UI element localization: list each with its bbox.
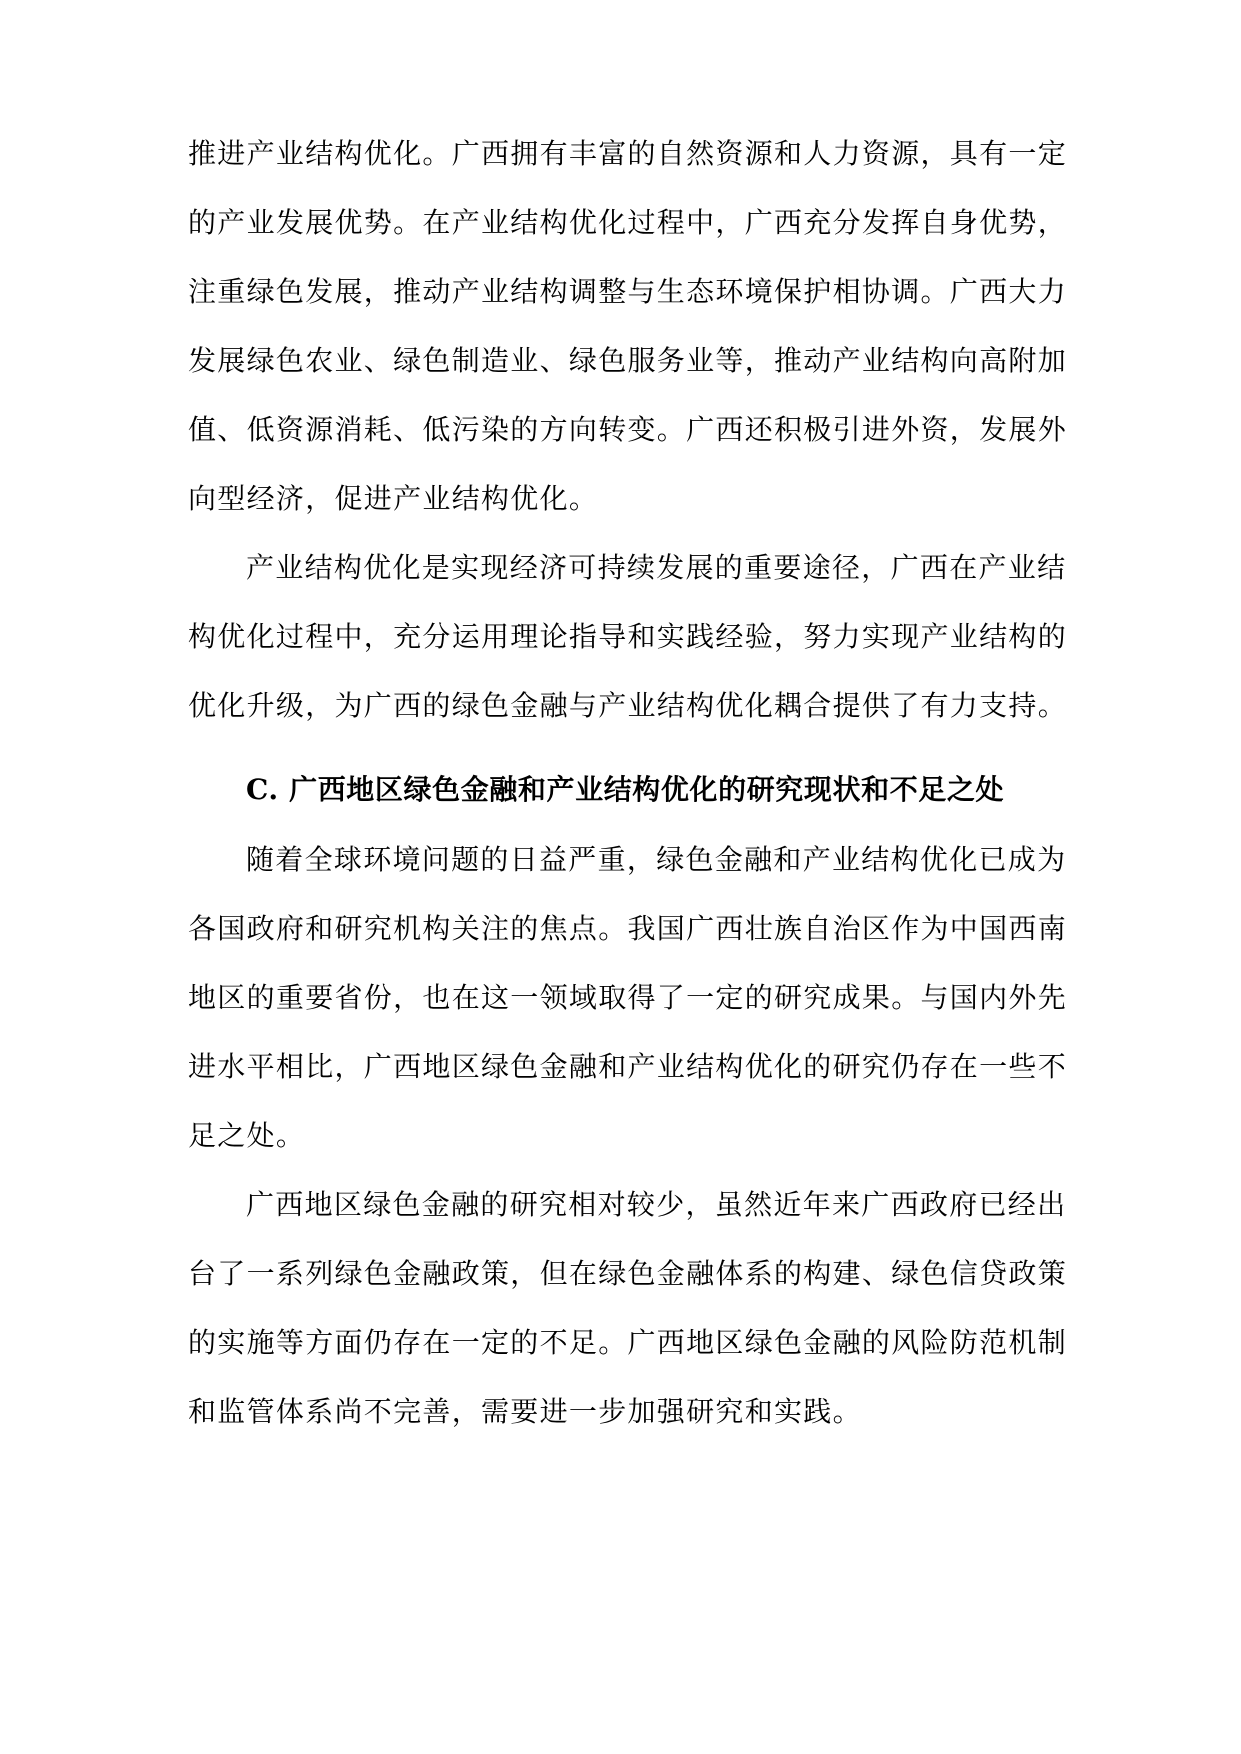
text-line: 发展绿色农业、绿色制造业、绿色服务业等，推动产业结构向高附加: [188, 344, 1068, 377]
text-line: 构优化过程中，充分运用理论指导和实践经验，努力实现产业结构的: [188, 620, 1068, 653]
text-line: 的产业发展优势。在产业结构优化过程中，广西充分发挥自身优势，: [188, 206, 1068, 239]
text-line: 向型经济，促进产业结构优化。: [188, 482, 599, 515]
text-line: 台了一系列绿色金融政策，但在绿色金融体系的构建、绿色信贷政策: [188, 1257, 1068, 1290]
text-line: 地区的重要省份，也在这一领域取得了一定的研究成果。与国内外先: [188, 981, 1068, 1014]
text-line: 足之处。: [188, 1119, 306, 1152]
text-line: 进水平相比，广西地区绿色金融和产业结构优化的研究仍存在一些不: [188, 1050, 1068, 1083]
text-line: 广西地区绿色金融的研究相对较少，虽然近年来广西政府已经出: [246, 1188, 1067, 1221]
text-line: 值、低资源消耗、低污染的方向转变。广西还积极引进外资，发展外: [188, 413, 1068, 446]
text-line: 随着全球环境问题的日益严重，绿色金融和产业结构优化已成为: [246, 843, 1067, 876]
text-line: 的实施等方面仍存在一定的不足。广西地区绿色金融的风险防范机制: [188, 1326, 1068, 1359]
text-line: 产业结构优化是实现经济可持续发展的重要途径，广西在产业结: [246, 551, 1067, 584]
section-heading: C. 广西地区绿色金融和产业结构优化的研究现状和不足之处: [246, 773, 1005, 806]
text-line: 注重绿色发展，推动产业结构调整与生态环境保护相协调。广西大力: [188, 275, 1068, 308]
text-line: 和监管体系尚不完善，需要进一步加强研究和实践。: [188, 1395, 862, 1428]
text-line: 各国政府和研究机构关注的焦点。我国广西壮族自治区作为中国西南: [188, 912, 1068, 945]
text-line: 优化升级，为广西的绿色金融与产业结构优化耦合提供了有力支持。: [188, 689, 1068, 722]
text-line: 推进产业结构优化。广西拥有丰富的自然资源和人力资源，具有一定: [188, 137, 1068, 170]
